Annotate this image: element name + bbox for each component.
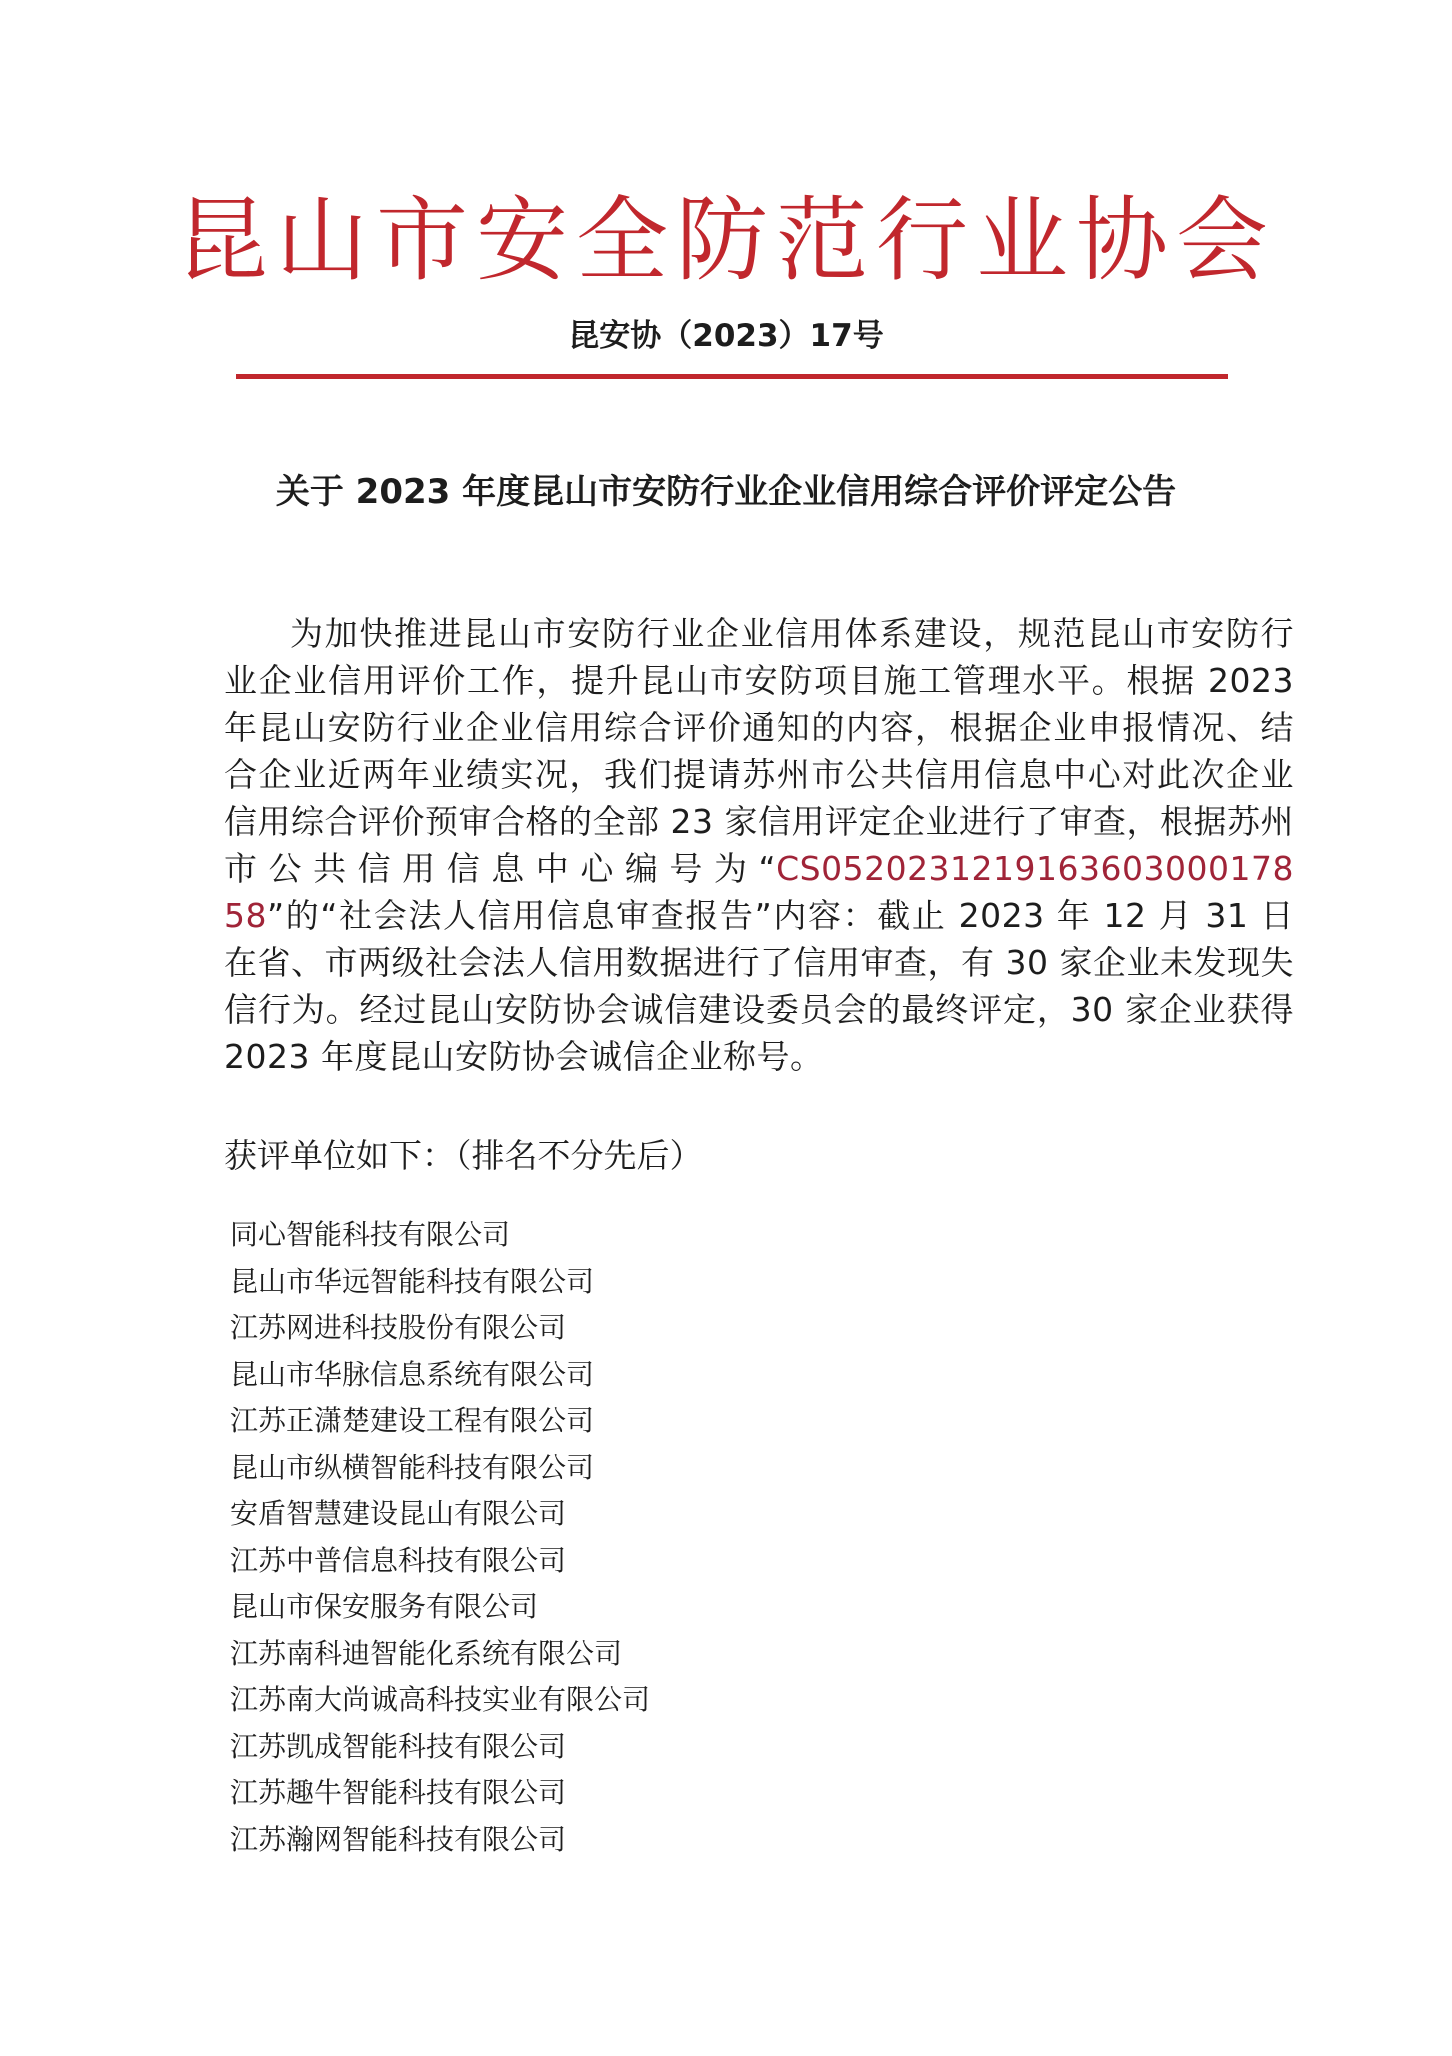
company-item: 江苏网进科技股份有限公司 <box>230 1311 567 1344</box>
company-item: 江苏凯成智能科技有限公司 <box>230 1729 567 1763</box>
company-item: 昆山市华远智能科技有限公司 <box>230 1264 595 1298</box>
header-divider <box>236 374 1228 379</box>
organization-name: 昆山市安全防范行业协会 <box>175 187 1276 294</box>
company-item: 江苏中普信息科技有限公司 <box>230 1543 567 1577</box>
company-item: 昆山市华脉信息系统有限公司 <box>230 1357 595 1391</box>
list-intro: 获评单位如下：（排名不分先后） <box>224 1136 703 1175</box>
company-item: 安盾智慧建设昆山有限公司 <box>230 1497 567 1530</box>
company-list <box>230 1212 650 1863</box>
notice-title: 关于 2023 年度昆山市安防行业企业信用综合评价评定公告 <box>275 472 1177 512</box>
notice-body <box>224 610 1294 1080</box>
report-code: CS0520231219163603000178 58 <box>224 849 1294 935</box>
notice-body-conclusion: ”的“社会法人信用信息审查报告”内容：截止 2023 年 12 月 31 日在省、市两级社会法人信用数据进行了信用审查，有 30 家企业未发现失信行为。经过昆山安防协会诚信建设委员会的最终评定，30 家企业获得 2023 年度昆山安防协会诚信企业称号。 <box>224 896 1294 1076</box>
company-item: 江苏瀚网智能科技有限公司 <box>230 1822 567 1856</box>
company-item: 江苏趣牛智能科技有限公司 <box>230 1776 567 1809</box>
company-item: 昆山市保安服务有限公司 <box>230 1590 539 1623</box>
notice-body-intro: 为加快推进昆山市安防行业企业信用体系建设，规范昆山市安防行业企业信用评价工作，提升昆山市安防项目施工管理水平。根据 2023 年昆山安防行业企业信用综合评价通知的内容，根据企业申报情况、结合企业近两年业绩实况，我们提请苏州市公共信用信息中心对此次企业信用综合评价预审合格的全部 23 家信用评定企业进行了审查，根据苏州市公共信用信息中心编号为“ <box>224 614 1294 888</box>
company-item: 昆山市纵横智能科技有限公司 <box>230 1450 595 1484</box>
company-item: 江苏南大尚诚高科技实业有限公司 <box>230 1683 651 1716</box>
document-number: 昆安协（2023）17号 <box>568 318 884 354</box>
company-item: 江苏南科迪智能化系统有限公司 <box>230 1636 623 1670</box>
company-item: 江苏正潇楚建设工程有限公司 <box>230 1404 595 1437</box>
company-item: 同心智能科技有限公司 <box>230 1218 511 1251</box>
